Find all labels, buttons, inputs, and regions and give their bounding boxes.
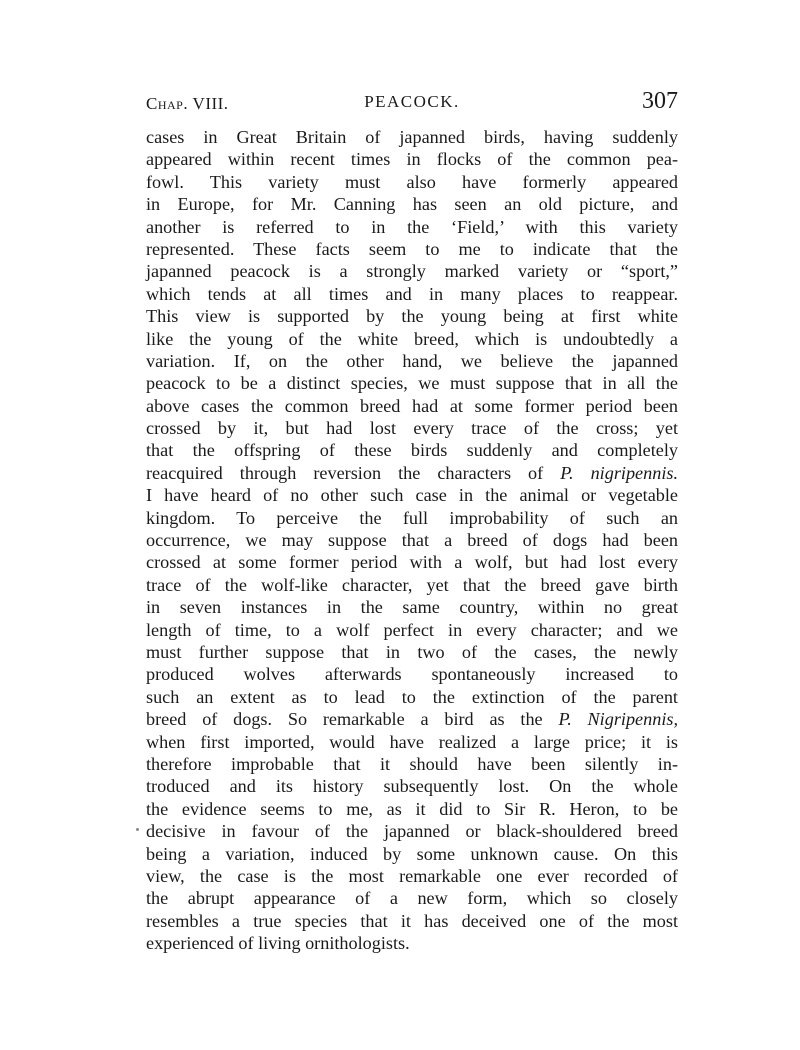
text-line: the evidence seems to me, as it did to Sir R. Heron, to be <box>146 798 678 819</box>
text-line: crossed by it, but had lost every trace of the cross; yet <box>146 418 678 439</box>
text-line: trace of the wolf-like character, yet that the breed gave birth <box>146 574 678 595</box>
text-line: such an extent as to lead to the extinction of the parent <box>146 686 678 707</box>
text-line: decisive in favour of the japanned or black-shouldered breed <box>146 821 678 842</box>
text-line: being a variation, induced by some unknown cause. On this <box>146 843 678 864</box>
running-head <box>146 88 678 118</box>
body-text <box>146 126 678 954</box>
text-line: cases in Great Britain of japanned birds, having suddenly <box>146 127 678 147</box>
text-line: kingdom. To perceive the full improbability of such an <box>146 507 678 528</box>
text-line: in Europe, for Mr. Canning has seen an old picture, and <box>146 194 678 215</box>
text-line: troduced and its history subsequently lost. On the whole <box>146 776 678 797</box>
text-line: experienced of living ornithologists. <box>146 933 410 954</box>
text-line: length of time, to a wolf perfect in every character; and we <box>146 619 678 640</box>
text-line: japanned peacock is a strongly marked variety or “sport,” <box>146 261 678 282</box>
text-line: view, the case is the most remarkable one ever recorded of <box>146 865 678 886</box>
text-line: represented. These facts seem to me to indicate that the <box>146 238 678 259</box>
text-line: occurrence, we may suppose that a breed of dogs had been <box>146 530 678 551</box>
text-line: produced wolves afterwards spontaneously increased to <box>146 664 678 685</box>
text-line: when first imported, would have realized a large price; it is <box>146 731 678 752</box>
text-line: which tends at all times and in many places to reappear. <box>146 283 678 304</box>
text-line: appeared within recent times in flocks of the common pea- <box>146 149 678 170</box>
text-line: peacock to be a distinct species, we must suppose that in all the <box>146 373 678 394</box>
margin-speck <box>136 828 139 831</box>
text-line: reacquired through reversion the characters of P. nigripennis. <box>146 462 678 483</box>
chapter-heading: Chap. VIII. <box>146 94 229 113</box>
species-name: P. Nigripennis, <box>558 709 678 730</box>
text-line: variation. If, on the other hand, we believe the japanned <box>146 350 678 371</box>
text-line: crossed at some former period with a wolf, but had lost every <box>146 552 678 573</box>
text-line: that the offspring of these birds suddenly and completely <box>146 440 678 461</box>
text-line: above cases the common breed had at some former period been <box>146 395 678 416</box>
text-line: resembles a true species that it has deceived one of the most <box>146 910 678 931</box>
text-line: therefore improbable that it should have been silently in- <box>146 753 678 774</box>
text-line: I have heard of no other such case in the animal or vegetable <box>146 485 678 506</box>
text-line: in seven instances in the same country, within no great <box>146 597 678 618</box>
species-name: P. nigripennis. <box>560 462 678 483</box>
text-line: the abrupt appearance of a new form, which so closely <box>146 888 678 909</box>
text-line: must further suppose that in two of the cases, the newly <box>146 641 678 662</box>
text-line: This view is supported by the young being at first white <box>146 306 678 327</box>
text-line: another is referred to in the ‘Field,’ with this variety <box>146 216 678 237</box>
text-line: like the young of the white breed, which is undoubtedly a <box>146 328 678 349</box>
text-line: breed of dogs. So remarkable a bird as the P. Nigripennis, <box>146 709 678 730</box>
page-title: PEACOCK. <box>364 92 460 111</box>
text-line: fowl. This variety must also have formerly appeared <box>146 171 678 192</box>
page-number: 307 <box>642 88 678 114</box>
